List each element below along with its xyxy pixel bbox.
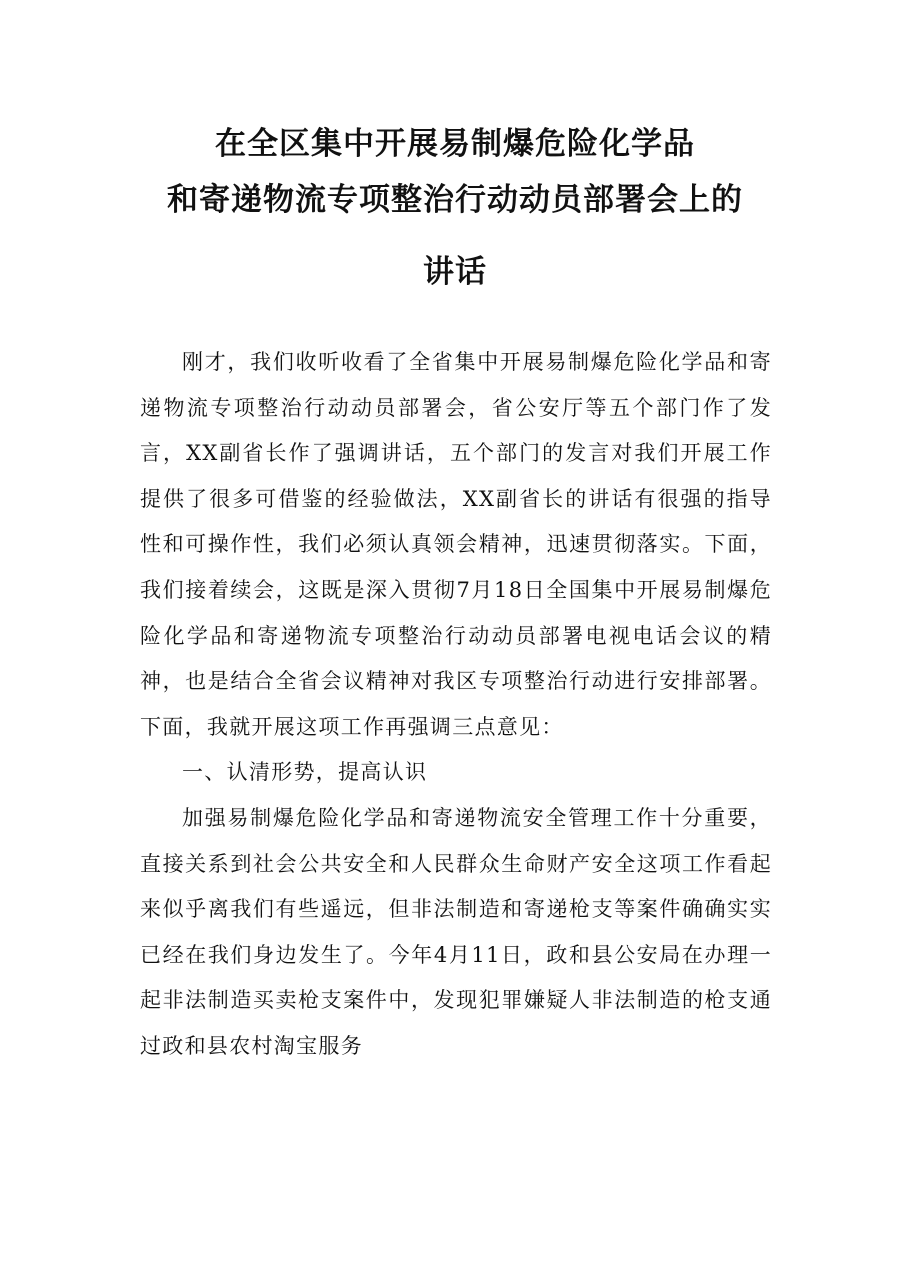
- body-paragraph-section-1: 加强易制爆危险化学品和寄递物流安全管理工作十分重要，直接关系到社会公共安全和人民群众生命财产安全这项工作看起来似乎离我们有些遥远，但非法制造和寄递枪支等案件确确实实已经在我们身边发生了。今年4月11日，政和县公安局在办理一起非法制造买卖枪支案件中，发现犯罪嫌疑人非法制造的枪支通过政和县农村淘宝服务: [140, 805, 772, 1058]
- document-title-line-2: 和寄递物流专项整治行动动员部署会上的: [167, 182, 743, 218]
- document-title-line-3: 讲话: [423, 254, 487, 290]
- body-paragraph-intro: 刚才，我们收听收看了全省集中开展易制爆危险化学品和寄递物流专项整治行动动员部署会，省公安厅等五个部门作了发言，XX副省长作了强调讲话，五个部门的发言对我们开展工作提供了很多可借鉴的经验做法，XX副省长的讲话有很强的指导性和可操作性，我们必须认真领会精神，迅速贯彻落实。下面，我们接着续会，这既是深入贯彻7月18日全国集中开展易制爆危险化学品和寄递物流专项整治行动动员部署电视电话会议的精神，也是结合全省会议精神对我区专项整治行动进行安排部署。下面，我就开展这项工作再强调三点意见：: [140, 350, 772, 739]
- section-heading-1: 一、认清形势，提高认识: [182, 760, 428, 785]
- document-title-line-1: 在全区集中开展易制爆危险化学品: [215, 126, 695, 162]
- document-body: [140, 340, 772, 1070]
